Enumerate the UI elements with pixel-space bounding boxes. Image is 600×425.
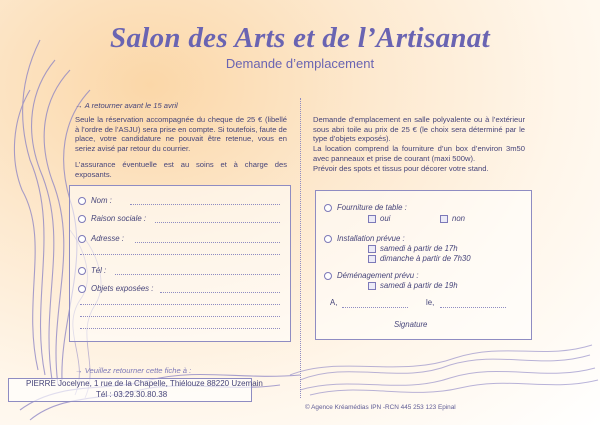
- signature-label: Signature: [394, 320, 428, 329]
- demenagement-label: Déménagement prévu :: [324, 271, 418, 280]
- option-samedi-17h[interactable]: samedi à partir de 17h: [368, 244, 458, 253]
- checkbox-samedi-17h[interactable]: [368, 245, 376, 253]
- field-raison-sociale[interactable]: Raison sociale :: [78, 214, 146, 223]
- right-paragraph-3: Prévoir des spots et tissus pour décorer votre stand.: [313, 164, 489, 173]
- page-subtitle: Demande d’emplacement: [225, 56, 375, 71]
- page-title: Salon des Arts et de l’Artisanat: [110, 22, 490, 54]
- field-nom[interactable]: Nom :: [78, 196, 112, 205]
- left-paragraph-1: Seule la réservation accompagnée du cheque de 25 € (libellé à l’ordre de l’ASJU) sera prise en compte. Si toutefois, faute de place, votre candidature ne pouvait être retenue, vous en seriez avisé par retour du courrier.: [75, 115, 287, 153]
- objets-line-1[interactable]: [160, 292, 280, 293]
- option-dimanche-7h30[interactable]: dimanche à partir de 7h30: [368, 254, 471, 263]
- bullet-icon: [78, 197, 86, 205]
- footer-tel: Tél : 03.29.30.80.38: [96, 390, 168, 399]
- left-paragraph-2: L’assurance éventuelle est au soins et à charge des exposants.: [75, 160, 287, 179]
- checkbox-oui[interactable]: [368, 215, 376, 223]
- bullet-icon: [78, 267, 86, 275]
- option-oui[interactable]: oui: [368, 214, 390, 223]
- return-deadline: → A retourner avant le 15 avril: [75, 101, 178, 110]
- adresse-line-2[interactable]: [80, 254, 280, 255]
- checkbox-non[interactable]: [440, 215, 448, 223]
- objets-line-4[interactable]: [80, 328, 280, 329]
- options-form-box: [315, 190, 532, 340]
- date-label: le,: [426, 298, 435, 307]
- arrow-right-icon: →: [75, 101, 83, 110]
- option-non[interactable]: non: [440, 214, 465, 223]
- bullet-icon: [78, 285, 86, 293]
- footer-address: PIERRE Jocelyne, 1 rue de la Chapelle, Thiélouze 88220 Uzemain: [26, 379, 263, 388]
- arrow-right-icon: →: [75, 366, 83, 375]
- checkbox-samedi-19h[interactable]: [368, 282, 376, 290]
- installation-label: Installation prévue :: [324, 234, 405, 243]
- bullet-icon: [78, 215, 86, 223]
- fourniture-table-label: Fourniture de table :: [324, 203, 407, 212]
- nom-line[interactable]: [130, 204, 280, 205]
- place-label: A,: [330, 298, 338, 307]
- place-line[interactable]: [342, 307, 408, 308]
- checkbox-dimanche-7h30[interactable]: [368, 255, 376, 263]
- column-divider: [300, 98, 301, 398]
- option-samedi-19h[interactable]: samedi à partir de 19h: [368, 281, 458, 290]
- bullet-icon: [324, 235, 332, 243]
- footer-credit: © Agence Kréamédias IPN -RCN 445 253 123 Epinal: [305, 404, 456, 411]
- objets-line-2[interactable]: [80, 304, 280, 305]
- field-adresse[interactable]: Adresse :: [78, 234, 124, 243]
- adresse-line-1[interactable]: [135, 242, 280, 243]
- bullet-icon: [324, 272, 332, 280]
- field-objets[interactable]: Objets exposées :: [78, 284, 153, 293]
- footer-return-to: → Veuillez retourner cette fiche à :: [75, 366, 192, 375]
- date-line[interactable]: [440, 307, 506, 308]
- bullet-icon: [324, 204, 332, 212]
- contact-form-box: [69, 185, 291, 342]
- field-tel[interactable]: Tél :: [78, 266, 106, 275]
- bullet-icon: [78, 235, 86, 243]
- objets-line-3[interactable]: [80, 316, 280, 317]
- right-paragraph-2: La location comprend la fourniture d’un box d’environ 3m50 avec panneaux et prise de courant (maxi 500w).: [313, 144, 525, 163]
- right-paragraph-1: Demande d’emplacement en salle polyvalente ou à l’extérieur sous abri toile au prix de 25 € (le choix sera déterminé par le type d’objets exposés).: [313, 115, 525, 144]
- tel-line[interactable]: [115, 274, 280, 275]
- raison-sociale-line[interactable]: [155, 222, 280, 223]
